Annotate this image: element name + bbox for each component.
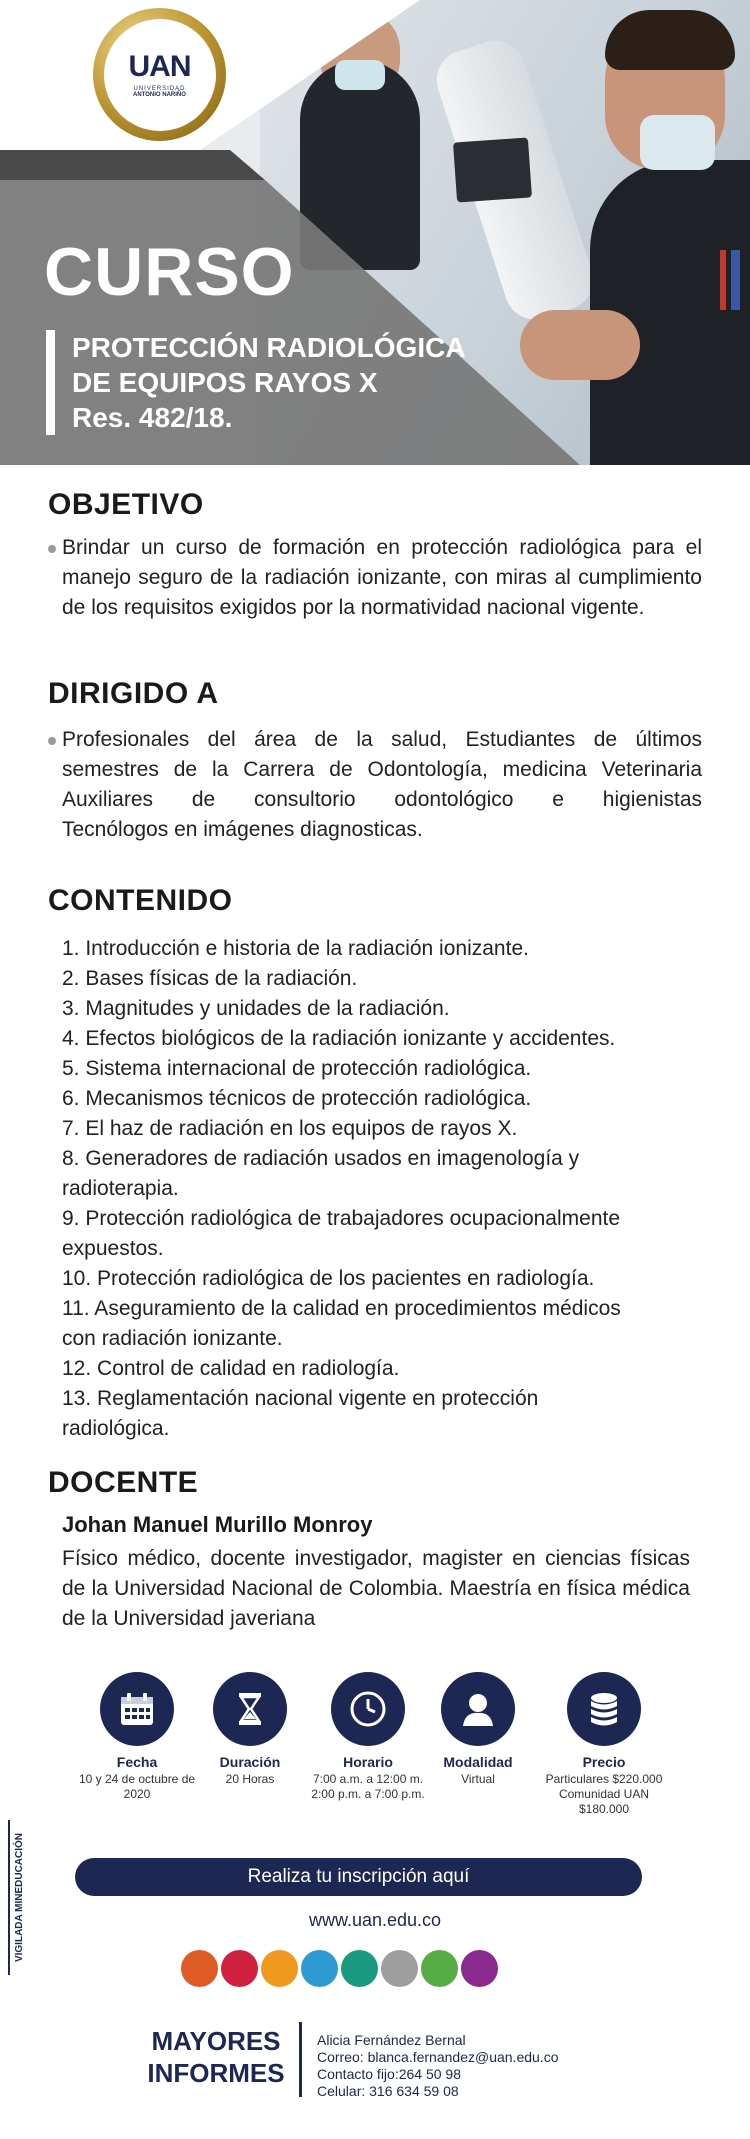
course-resolution: Res. 482/18. xyxy=(72,402,233,433)
list-item: 6. Mecanismos técnicos de protección radiológica. xyxy=(62,1087,532,1110)
contact-divider xyxy=(299,2022,302,2097)
dirigido-heading: DIRIGIDO A xyxy=(48,677,219,710)
register-button[interactable]: Realiza tu inscripción aquí xyxy=(75,1858,642,1896)
logo-word: UAN xyxy=(128,49,191,83)
vigilada-text: VIGILADA MINEDUCACIÓN xyxy=(14,1832,26,1963)
hourglass-icon xyxy=(213,1672,287,1746)
bullet-icon xyxy=(48,545,56,553)
color-dot xyxy=(221,1950,258,1987)
color-dot xyxy=(301,1950,338,1987)
contact-name: Alicia Fernández Bernal xyxy=(317,2032,466,2048)
contact-info xyxy=(317,2032,558,2100)
color-dots xyxy=(181,1950,498,1987)
logo-line-1: UNIVERSIDAD xyxy=(133,85,186,92)
title-accent-bar xyxy=(46,330,55,435)
list-item: 5. Sistema internacional de protección radiológica. xyxy=(62,1057,532,1080)
clock-icon xyxy=(331,1672,405,1746)
objetivo-text: Brindar un curso de formación en protección radiológica para el manejo seguro de la radiación ionizante, con miras al cumplimiento de los requisitos exigidos por la normatividad nacional vigente. xyxy=(62,536,702,619)
heading-line: MAYORES xyxy=(151,2026,281,2056)
horario-line-1: 7:00 a.m. a 12:00 m. xyxy=(312,1772,424,1786)
bullet-icon xyxy=(48,737,56,745)
color-dot xyxy=(381,1950,418,1987)
docente-bio: Físico médico, docente investigador, magister en ciencias físicas de la Universidad Nacional de Colombia. Maestría en física médica de la Universidad javeriana xyxy=(62,1547,690,1630)
modalidad-value: Virtual xyxy=(461,1772,495,1786)
contenido-list xyxy=(62,934,712,1444)
logo-line-2: ANTONIO NARIÑO xyxy=(133,91,186,98)
precio-label: Precio xyxy=(582,1754,626,1770)
dirigido-line: Auxiliares de consultorio odontológico e higienistas xyxy=(62,788,702,811)
dirigido-line: Tecnólogos en imágenes diagnosticas. xyxy=(62,818,423,841)
info-modalidad xyxy=(408,1672,548,1787)
precio-line-1: Particulares $220.000 xyxy=(545,1772,663,1786)
course-title-line: PROTECCIÓN RADIOLÓGICA xyxy=(72,332,466,363)
contact-email[interactable]: Correo: blanca.fernandez@uan.edu.co xyxy=(317,2049,559,2065)
dirigido-line: semestres de la Carrera de Odontología, medicina Veterinaria xyxy=(62,758,702,781)
calendar-icon xyxy=(100,1672,174,1746)
vigilada-mineducacion xyxy=(8,1820,30,1975)
duracion-label: Duración xyxy=(219,1754,281,1770)
website-link[interactable]: www.uan.edu.co xyxy=(308,1910,442,1930)
modalidad-label: Modalidad xyxy=(443,1754,513,1770)
contact-phone[interactable]: Contacto fijo:264 50 98 xyxy=(317,2066,461,2082)
list-item: 1. Introducción e historia de la radiación ionizante. xyxy=(62,937,529,960)
list-item: 2. Bases físicas de la radiación. xyxy=(62,967,358,990)
list-item: 12. Control de calidad en radiología. xyxy=(62,1357,400,1380)
list-item: 13. Reglamentación nacional vigente en protección radiológica. xyxy=(62,1387,539,1440)
list-item: 4. Efectos biológicos de la radiación ionizante y accidentes. xyxy=(62,1027,616,1050)
duracion-value: 20 Horas xyxy=(225,1772,275,1786)
dirigido-line: Profesionales del área de la salud, Estudiantes de últimos xyxy=(62,728,702,751)
color-dot xyxy=(341,1950,378,1987)
list-item: 10. Protección radiológica de los pacientes en radiología. xyxy=(62,1267,595,1290)
info-precio xyxy=(534,1672,674,1817)
course-kicker: CURSO xyxy=(44,234,295,310)
fecha-value: 10 y 24 de octubre de 2020 xyxy=(78,1772,196,1801)
dirigido-text xyxy=(62,725,702,845)
list-item: 7. El haz de radiación en los equipos de rayos X. xyxy=(62,1117,518,1140)
list-item: 3. Magnitudes y unidades de la radiación. xyxy=(62,997,450,1020)
person-icon xyxy=(441,1672,515,1746)
list-item: 11. Aseguramiento de la calidad en procedimientos médicos con radiación ionizante. xyxy=(62,1297,621,1350)
uan-logo[interactable] xyxy=(93,8,226,141)
course-title-line: DE EQUIPOS RAYOS X xyxy=(72,367,378,398)
color-dot xyxy=(261,1950,298,1987)
contenido-heading: CONTENIDO xyxy=(48,884,233,917)
objetivo-heading: OBJETIVO xyxy=(48,488,204,521)
contact-mobile[interactable]: Celular: 316 634 59 08 xyxy=(317,2083,459,2099)
color-dot xyxy=(461,1950,498,1987)
docente-heading: DOCENTE xyxy=(48,1466,199,1499)
mayores-informes-heading xyxy=(146,2025,286,2089)
heading-line: INFORMES xyxy=(147,2058,285,2088)
list-item: 8. Generadores de radiación usados en imagenología y radioterapia. xyxy=(62,1147,580,1200)
fecha-label: Fecha xyxy=(116,1754,158,1770)
color-dot xyxy=(181,1950,218,1987)
horario-line-2: 2:00 p.m. a 7:00 p.m. xyxy=(311,1787,425,1801)
horario-label: Horario xyxy=(343,1754,393,1770)
course-title xyxy=(72,330,466,435)
hero-banner xyxy=(0,0,750,465)
color-dot xyxy=(421,1950,458,1987)
docente-name: Johan Manuel Murillo Monroy xyxy=(62,1512,373,1537)
coins-icon xyxy=(567,1672,641,1746)
list-item: 9. Protección radiológica de trabajadores ocupacionalmente expuestos. xyxy=(62,1207,621,1260)
precio-line-2: Comunidad UAN $180.000 xyxy=(558,1787,650,1816)
